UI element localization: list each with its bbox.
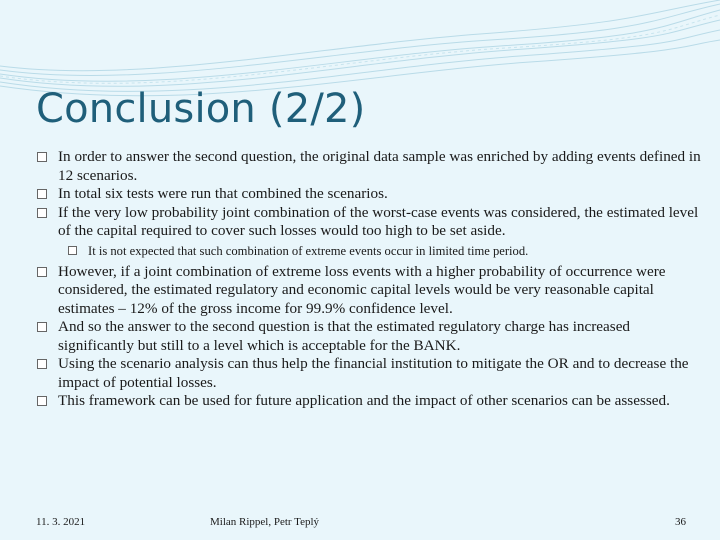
sub-bullet-box-icon — [68, 246, 77, 255]
bullet-text: If the very low probability joint combination of the worst-case events was considered, the estimated level of the capital required to cover such losses would too high to be set aside. — [58, 203, 699, 239]
bullet-text: In total six tests were run that combined the scenarios. — [58, 185, 388, 202]
bullet-item — [36, 263, 708, 319]
bullet-item — [36, 185, 708, 204]
bullet-box-icon — [37, 359, 47, 369]
bullet-box-icon — [37, 189, 47, 199]
bullet-text: In order to answer the second question, the original data sample was enriched by adding events defined in 12 scenarios. — [58, 148, 701, 184]
bullet-item — [36, 392, 708, 411]
bullet-box-icon — [37, 396, 47, 406]
bullet-item — [36, 204, 708, 241]
bullet-box-icon — [37, 152, 47, 162]
bullet-box-icon — [37, 322, 47, 332]
bullet-item — [36, 355, 708, 392]
bullet-box-icon — [37, 208, 47, 218]
footer-authors: Milan Rippel, Petr Teplý — [210, 516, 320, 528]
slide-title: Conclusion (2/2) — [36, 86, 366, 132]
bullet-text: However, if a joint combination of extreme loss events with a higher probability of occurrence were considered, the estimated regulatory and economic capital levels would be very reasonable capital estimates – 12% of the gross income for 99.9% confidence level. — [58, 262, 666, 317]
bullet-text: Using the scenario analysis can thus help the financial institution to mitigate the OR and to decrease the impact of potential losses. — [58, 355, 689, 391]
bullet-text: And so the answer to the second question is that the estimated regulatory charge has increased significantly but still to a level which is acceptable for the BANK. — [58, 318, 631, 354]
page-number: 36 — [675, 516, 686, 528]
bullet-list — [36, 148, 708, 411]
sub-bullet-text: It is not expected that such combination of extreme events occur in limited time period. — [88, 243, 529, 258]
bullet-item — [36, 318, 708, 355]
footer-date: 11. 3. 2021 — [36, 516, 86, 528]
bullet-item — [36, 148, 708, 185]
bullet-text: This framework can be used for future application and the impact of other scenarios can be assessed. — [58, 392, 670, 409]
sub-bullet-item — [36, 243, 708, 259]
bullet-box-icon — [37, 267, 47, 277]
